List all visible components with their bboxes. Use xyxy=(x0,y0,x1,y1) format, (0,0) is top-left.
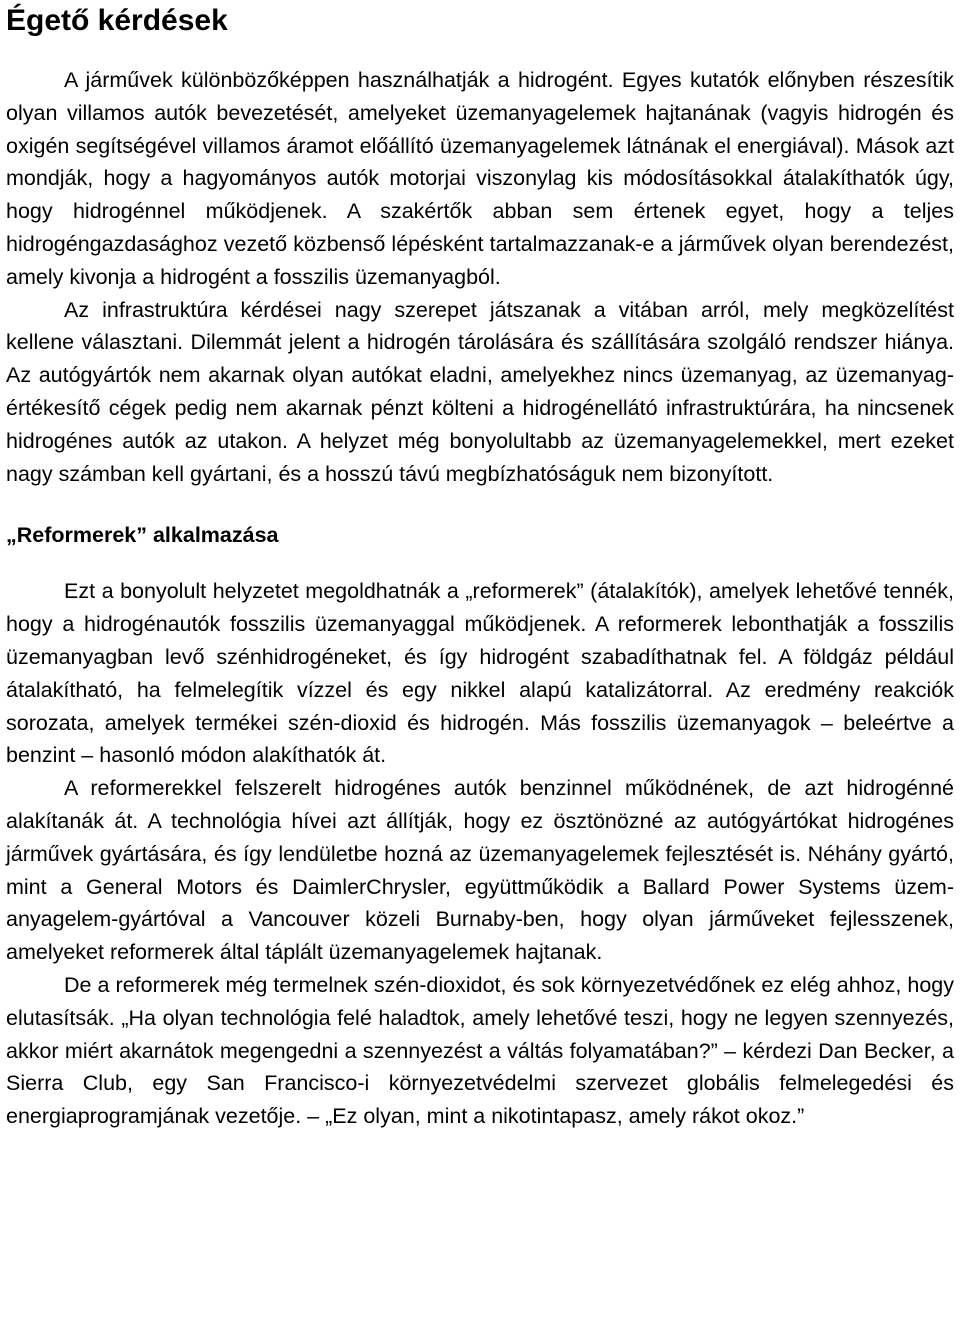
paragraph: Az infrastruktúra kérdései nagy szerepet játszanak a vitában arról, mely megközelítést kellene választani. Dilemmát jelent a hidrogén tárolására és szállítására szolgáló rendszer hiánya. Az autógyártók nem akarnak olyan autókat eladni, amelyekhez nincs üzemanyag, az üzemanyag-értékesítő cégek pedig nem akarnak pénzt költeni a hidrogénellátó infrastruktúrára, ha nincsenek hidrogénes autók az utakon. A helyzet még bonyolultabb az üzemanyagelemekkel, mert ezeket nagy számban kell gyártani, és a hosszú távú megbízhatóságuk nem bizonyított. xyxy=(6,297,954,486)
section-2 xyxy=(6,575,954,1133)
paragraph: A járművek különbözőképpen használhatják a hidrogént. Egyes kutatók előnyben részesítik olyan villamos autók bevezetését, amelyeket üzemanyagelemek hajtanának (vagyis hidrogén és oxigén segítségével villamos áramot előállító üzemanyagelemek látnának el energiával). Mások azt mondják, hogy a hagyományos autók motorjai viszonylag kis módosításokkal átalakíthatók úgy, hogy hidrogénnel működjenek. A szakértők abban sem értenek egyet, hogy a teljes hidrogéngazdasághoz vezető közbenső lépésként tartalmazzanak-e a járművek olyan berendezést, amely kivonja a hidrogént a fosszilis üzemanyagból. xyxy=(6,68,954,289)
page-title: Égető kérdések xyxy=(6,4,228,37)
section-1 xyxy=(6,64,954,490)
document-page xyxy=(6,0,954,1133)
paragraph: A reformerekkel felszerelt hidrogénes autók benzinnel működnének, de azt hidrogénné alakítanák át. A technológia hívei azt állítják, hogy ez ösztönözné az autógyártókat hidrogénes járművek gyártására, és így lendületbe hozná az üzemanyagelemek fejlesztését is. Néhány gyártó, mint a General Motors és DaimlerChrysler, együttműködik a Ballard Power Systems üzemanyagelem-gyártóval a Vancouver közeli Burnaby-ben, hogy olyan járműveket fejlesszenek, amelyeket reformerek által táplált üzemanyagelemek hajtanak. xyxy=(6,776,954,965)
paragraph: De a reformerek még termelnek szén-dioxidot, és sok környezetvédőnek ez elég ahhoz, hogy elutasítsák. „Ha olyan technológia felé haladtok, amely lehetővé teszi, hogy ne legyen szennyezés, akkor miért akarnátok megengedni a szennyezést a váltás folyamatában?” – kérdezi Dan Becker, a Sierra Club, egy San Francisco-i környezetvédelmi szervezet globális felmelegedési és energiaprogramjának vezetője. – „Ez olyan, mint a nikotintapasz, amely rákot okoz.” xyxy=(6,972,954,1129)
paragraph: Ezt a bonyolult helyzetet megoldhatnák a „reformerek” (átalakítók), amelyek lehetővé tennék, hogy a hidrogénautók fosszilis üzemanyaggal működjenek. A reformerek lebonthatják a fosszilis üzemanyagban levő szénhidrogéneket, és így hidrogént szabadíthatnak fel. A földgáz például átalakítható, ha felmelegítik vízzel és egy nikkel alapú katalizátorral. Az eredmény reakciók sorozata, amelyek termékei szén-dioxid és hidrogén. Más fosszilis üzemanyagok – beleértve a benzint – hasonló módon alakíthatók át. xyxy=(6,579,954,768)
section-heading: „Reformerek” alkalmazása xyxy=(6,523,279,548)
